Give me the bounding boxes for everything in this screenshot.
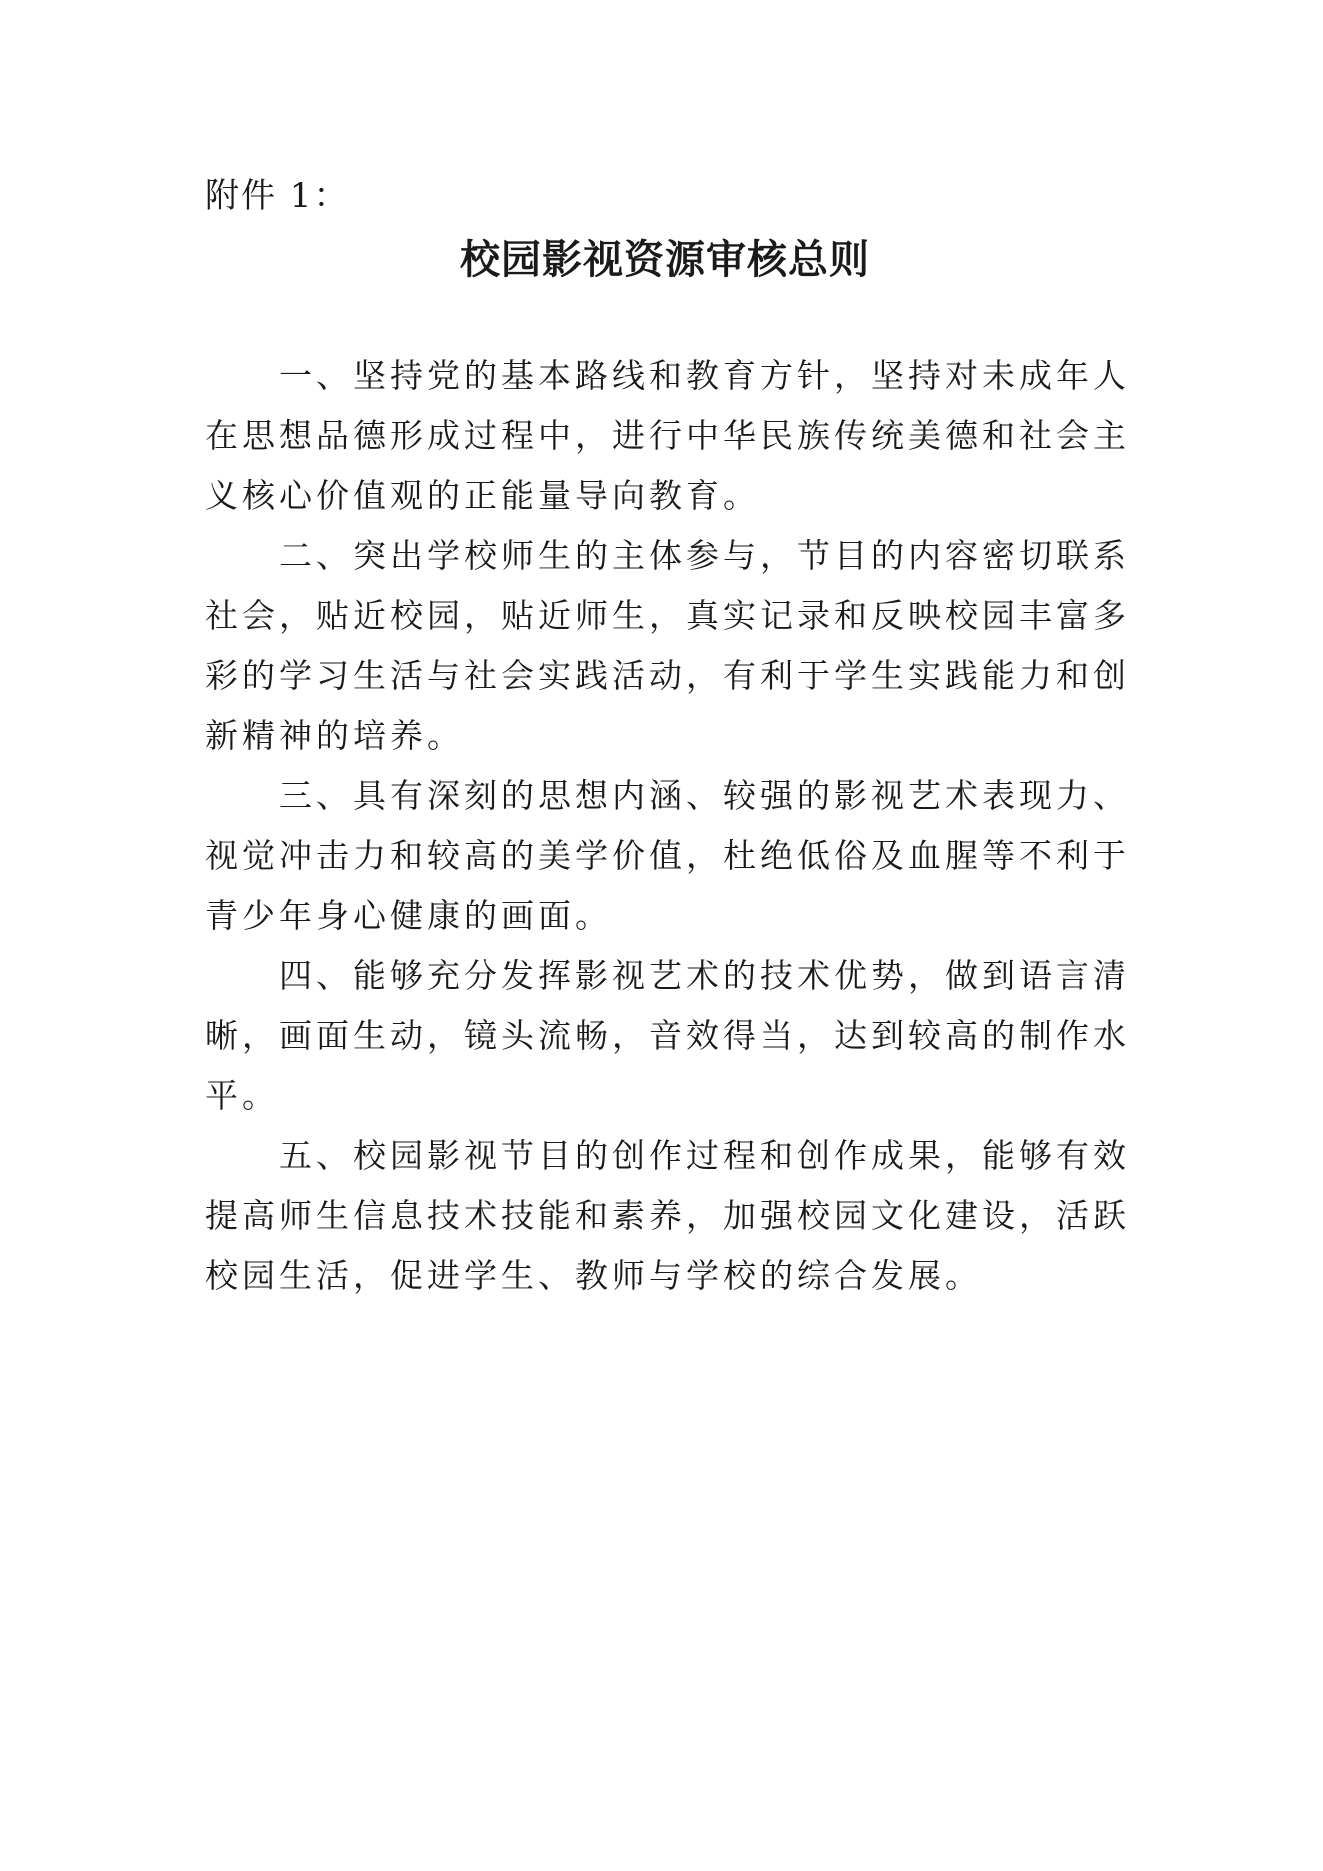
document-body [205, 346, 1130, 1306]
document-title: 校园影视资源审核总则 [460, 236, 870, 283]
paragraph-5: 五、校园影视节目的创作过程和创作成果，能够有效提高师生信息技术技能和素养，加强校园文化建设，活跃校园生活，促进学生、教师与学校的综合发展。 [205, 1136, 1130, 1295]
paragraph-1: 一、坚持党的基本路线和教育方针，坚持对未成年人在思想品德形成过程中，进行中华民族传统美德和社会主义核心价值观的正能量导向教育。 [205, 356, 1130, 515]
paragraph-2: 二、突出学校师生的主体参与，节目的内容密切联系社会，贴近校园，贴近师生，真实记录和反映校园丰富多彩的学习生活与社会实践活动，有利于学生实践能力和创新精神的培养。 [205, 536, 1130, 755]
paragraph-4: 四、能够充分发挥影视艺术的技术优势，做到语言清晰，画面生动，镜头流畅，音效得当，达到较高的制作水平。 [205, 956, 1130, 1115]
attachment-label: 附件 1： [205, 176, 350, 216]
paragraph-3: 三、具有深刻的思想内涵、较强的影视艺术表现力、视觉冲击力和较高的美学价值，杜绝低俗及血腥等不利于青少年身心健康的画面。 [205, 776, 1130, 935]
